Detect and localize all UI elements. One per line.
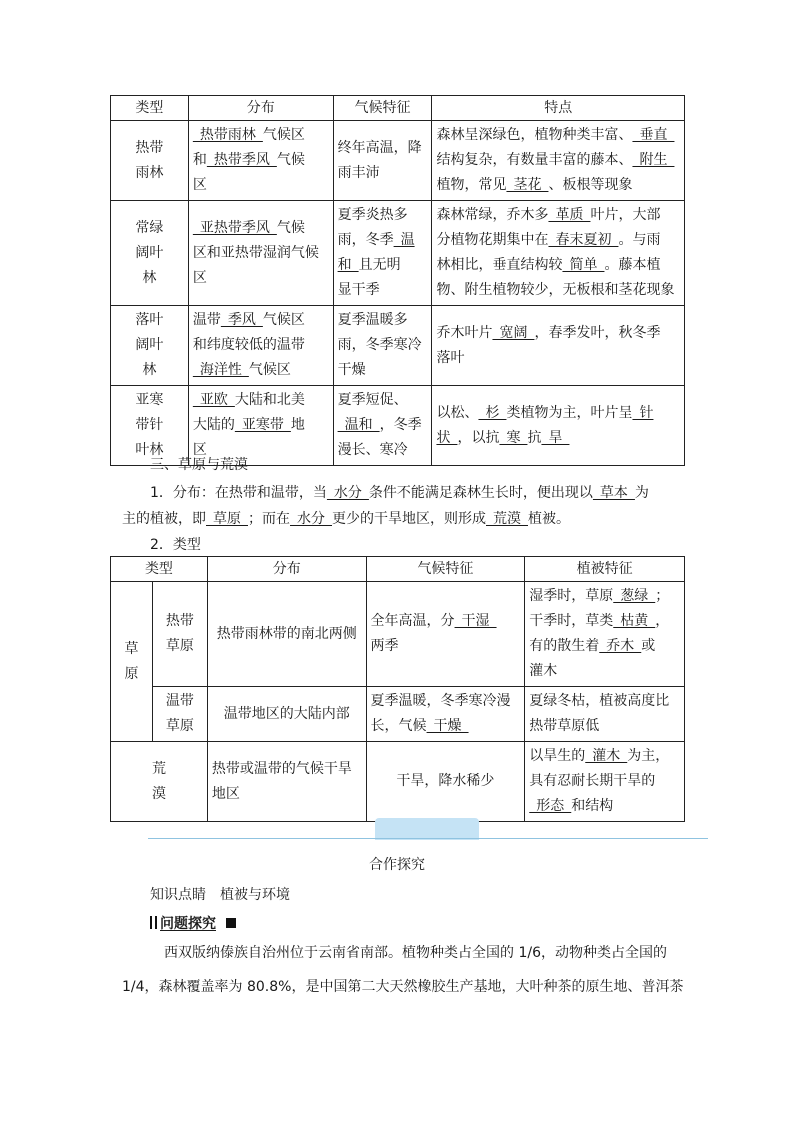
answer-blank: 宽阔 <box>492 324 535 341</box>
answer-blank: 附生 <box>632 152 675 168</box>
answer-blank: 草原 <box>206 511 248 527</box>
vegetation-cell: 湿季时，草原 葱绿 ； 干季时，草类 枯黄 ， 有的散生着 乔木 或 灌木 <box>525 582 685 687</box>
climate-cell: 夏季温暖多 雨，冬季寒冷 干燥 <box>333 306 432 386</box>
climate-cell: 夏季短促、 温和 ，冬季 漫长、寒冷 <box>333 386 432 466</box>
table-row <box>111 201 685 306</box>
answer-blank: 葱绿 <box>613 588 656 604</box>
distribution-cell: 热带雨林带的南北两侧 <box>207 582 366 687</box>
header-vegetation: 植被特征 <box>525 557 685 582</box>
section-heading: 三、草原与荒漠 <box>150 457 248 473</box>
answer-blank: 干湿 <box>454 613 497 629</box>
section-divider <box>148 838 708 839</box>
answer-blank: 荒漠 <box>486 511 528 527</box>
vegetation-cell: 以旱生的 灌木 为主， 具有忍耐长期干旱的 形态 和结构 <box>525 742 685 822</box>
feature-cell: 乔木叶片 宽阔 ，春季发叶，秋冬季 落叶 <box>432 306 685 386</box>
subsection-heading: 2．类型 <box>150 537 201 553</box>
climate-cell: 夏季温暖，冬季寒冷漫 长，气候 干燥 <box>366 687 525 742</box>
feature-cell: 以松、 杉 类植物为主，叶片呈 针 状 ，以抗 寒 抗 旱 <box>432 386 685 466</box>
answer-blank: 革质 <box>548 207 591 223</box>
climate-cell: 夏季炎热多 雨，冬季 温 和 且无明 显干季 <box>333 201 432 306</box>
question-inquiry-label: 问题探究 <box>160 916 216 932</box>
distribution-cell: 热带雨林 气候区 和 热带季风 气候 区 <box>188 121 333 201</box>
answer-blank: 季风 <box>220 312 263 328</box>
distribution-cell: 亚欧 大陆和北美 大陆的 亚寒带 地 区 <box>188 386 333 466</box>
header-climate: 气候特征 <box>333 96 432 121</box>
paragraph-line: 主的植被，即 草原 ；而在 水分 更少的干旱地区，则形成 荒漠 植被。 <box>122 511 570 527</box>
answer-blank: 亚热带季风 <box>192 219 277 236</box>
answer-blank: 温 和 <box>337 232 415 273</box>
desert-label: 荒 漠 <box>111 742 208 822</box>
answer-blank: 形态 <box>529 798 572 814</box>
answer-blank: 干燥 <box>426 718 469 734</box>
grassland-desert-table <box>110 556 685 822</box>
climate-cell: 干旱，降水稀少 <box>366 742 525 822</box>
paragraph-line: 1．分布：在热带和温带，当 水分 条件不能满足森林生长时，便出现以 草本 为 <box>150 485 649 501</box>
header-climate: 气候特征 <box>366 557 525 582</box>
answer-blank: 春末夏初 <box>548 232 619 248</box>
climate-cell: 终年高温，降 雨丰沛 <box>333 121 432 201</box>
feature-cell: 森林常绿，乔木多 革质 叶片，大部 分植物花期集中在 春末夏初 。与雨 林相比，垂直结构较 简单 。藤本植 物、附生植物较少，无板根和茎花现象 <box>432 201 685 306</box>
distribution-cell: 温带 季风 气候区 和纬度较低的温带 海洋性 气候区 <box>188 306 333 386</box>
header-type: 类型 <box>111 96 189 121</box>
header-distribution: 分布 <box>207 557 366 582</box>
table-row <box>111 687 685 742</box>
answer-blank: 热带季风 <box>206 152 277 168</box>
vegetation-cell: 夏绿冬枯，植被高度比 热带草原低 <box>525 687 685 742</box>
square-bullet-icon <box>226 918 236 928</box>
distribution-cell: 热带或温带的气候干旱 地区 <box>207 742 366 822</box>
type-cell: 常绿 阔叶 林 <box>111 201 189 306</box>
answer-blank: 亚欧 <box>192 392 235 408</box>
type-cell: 落叶 阔叶 林 <box>111 306 189 386</box>
header-features: 特点 <box>432 96 685 121</box>
answer-blank: 杉 <box>478 404 507 421</box>
answer-blank: 水分 <box>326 485 369 501</box>
table-row <box>111 742 685 822</box>
forest-types-table <box>110 95 685 466</box>
answer-blank: 旱 <box>541 429 570 446</box>
answer-blank: 茎花 <box>506 177 549 193</box>
table-header-row <box>111 96 685 121</box>
table-row <box>111 306 685 386</box>
answer-blank: 针 状 <box>436 404 654 446</box>
paragraph-line: 1/4，森林覆盖率为 80.8%，是中国第二大天然橡胶生产基地，大叶种茶的原生地、普洱茶 <box>122 979 684 995</box>
climate-cell: 全年高温，分 干湿 两季 <box>366 582 525 687</box>
distribution-cell: 亚热带季风 气候 区和亚热带湿润气候 区 <box>188 201 333 306</box>
feature-cell: 森林呈深绿色，植物种类丰富、 垂直 结构复杂，有数量丰富的藤本、 附生 植物，常见 茎花 、板根等现象 <box>432 121 685 201</box>
type-cell: 热带 雨林 <box>111 121 189 201</box>
grassland-label: 草 原 <box>111 582 153 742</box>
header-type: 类型 <box>111 557 208 582</box>
paragraph-line: 西双版纳傣族自治州位于云南省南部。植物种类占全国的 1/6，动物种类占全国的 <box>164 945 667 961</box>
answer-blank: 枯黄 <box>613 613 656 629</box>
type-cell: 亚寒 带针 叶林 <box>111 386 189 466</box>
answer-blank: 寒 <box>499 429 528 446</box>
answer-blank: 温和 <box>337 417 380 433</box>
answer-blank: 热带雨林 <box>192 127 263 143</box>
bar-marker-icon <box>155 916 157 929</box>
subtype-cell: 热带 草原 <box>152 582 207 687</box>
answer-blank: 灌木 <box>585 748 628 764</box>
answer-blank: 亚寒带 <box>234 417 291 433</box>
answer-blank: 简单 <box>562 257 605 273</box>
table-row <box>111 121 685 201</box>
section-banner-tab <box>375 818 479 840</box>
knowledge-point-heading: 知识点睛 植被与环境 <box>150 887 290 903</box>
answer-blank: 垂直 <box>632 127 675 143</box>
distribution-cell: 温带地区的大陆内部 <box>207 687 366 742</box>
answer-blank: 海洋性 <box>192 362 249 378</box>
bar-marker-icon <box>150 916 152 929</box>
question-inquiry-heading <box>150 913 236 935</box>
section-title: 合作探究 <box>369 857 425 873</box>
answer-blank: 水分 <box>290 511 332 527</box>
answer-blank: 草本 <box>592 485 635 501</box>
subtype-cell: 温带 草原 <box>152 687 207 742</box>
table-row <box>111 582 685 687</box>
answer-blank: 乔木 <box>599 638 642 654</box>
header-distribution: 分布 <box>188 96 333 121</box>
table-header-row <box>111 557 685 582</box>
